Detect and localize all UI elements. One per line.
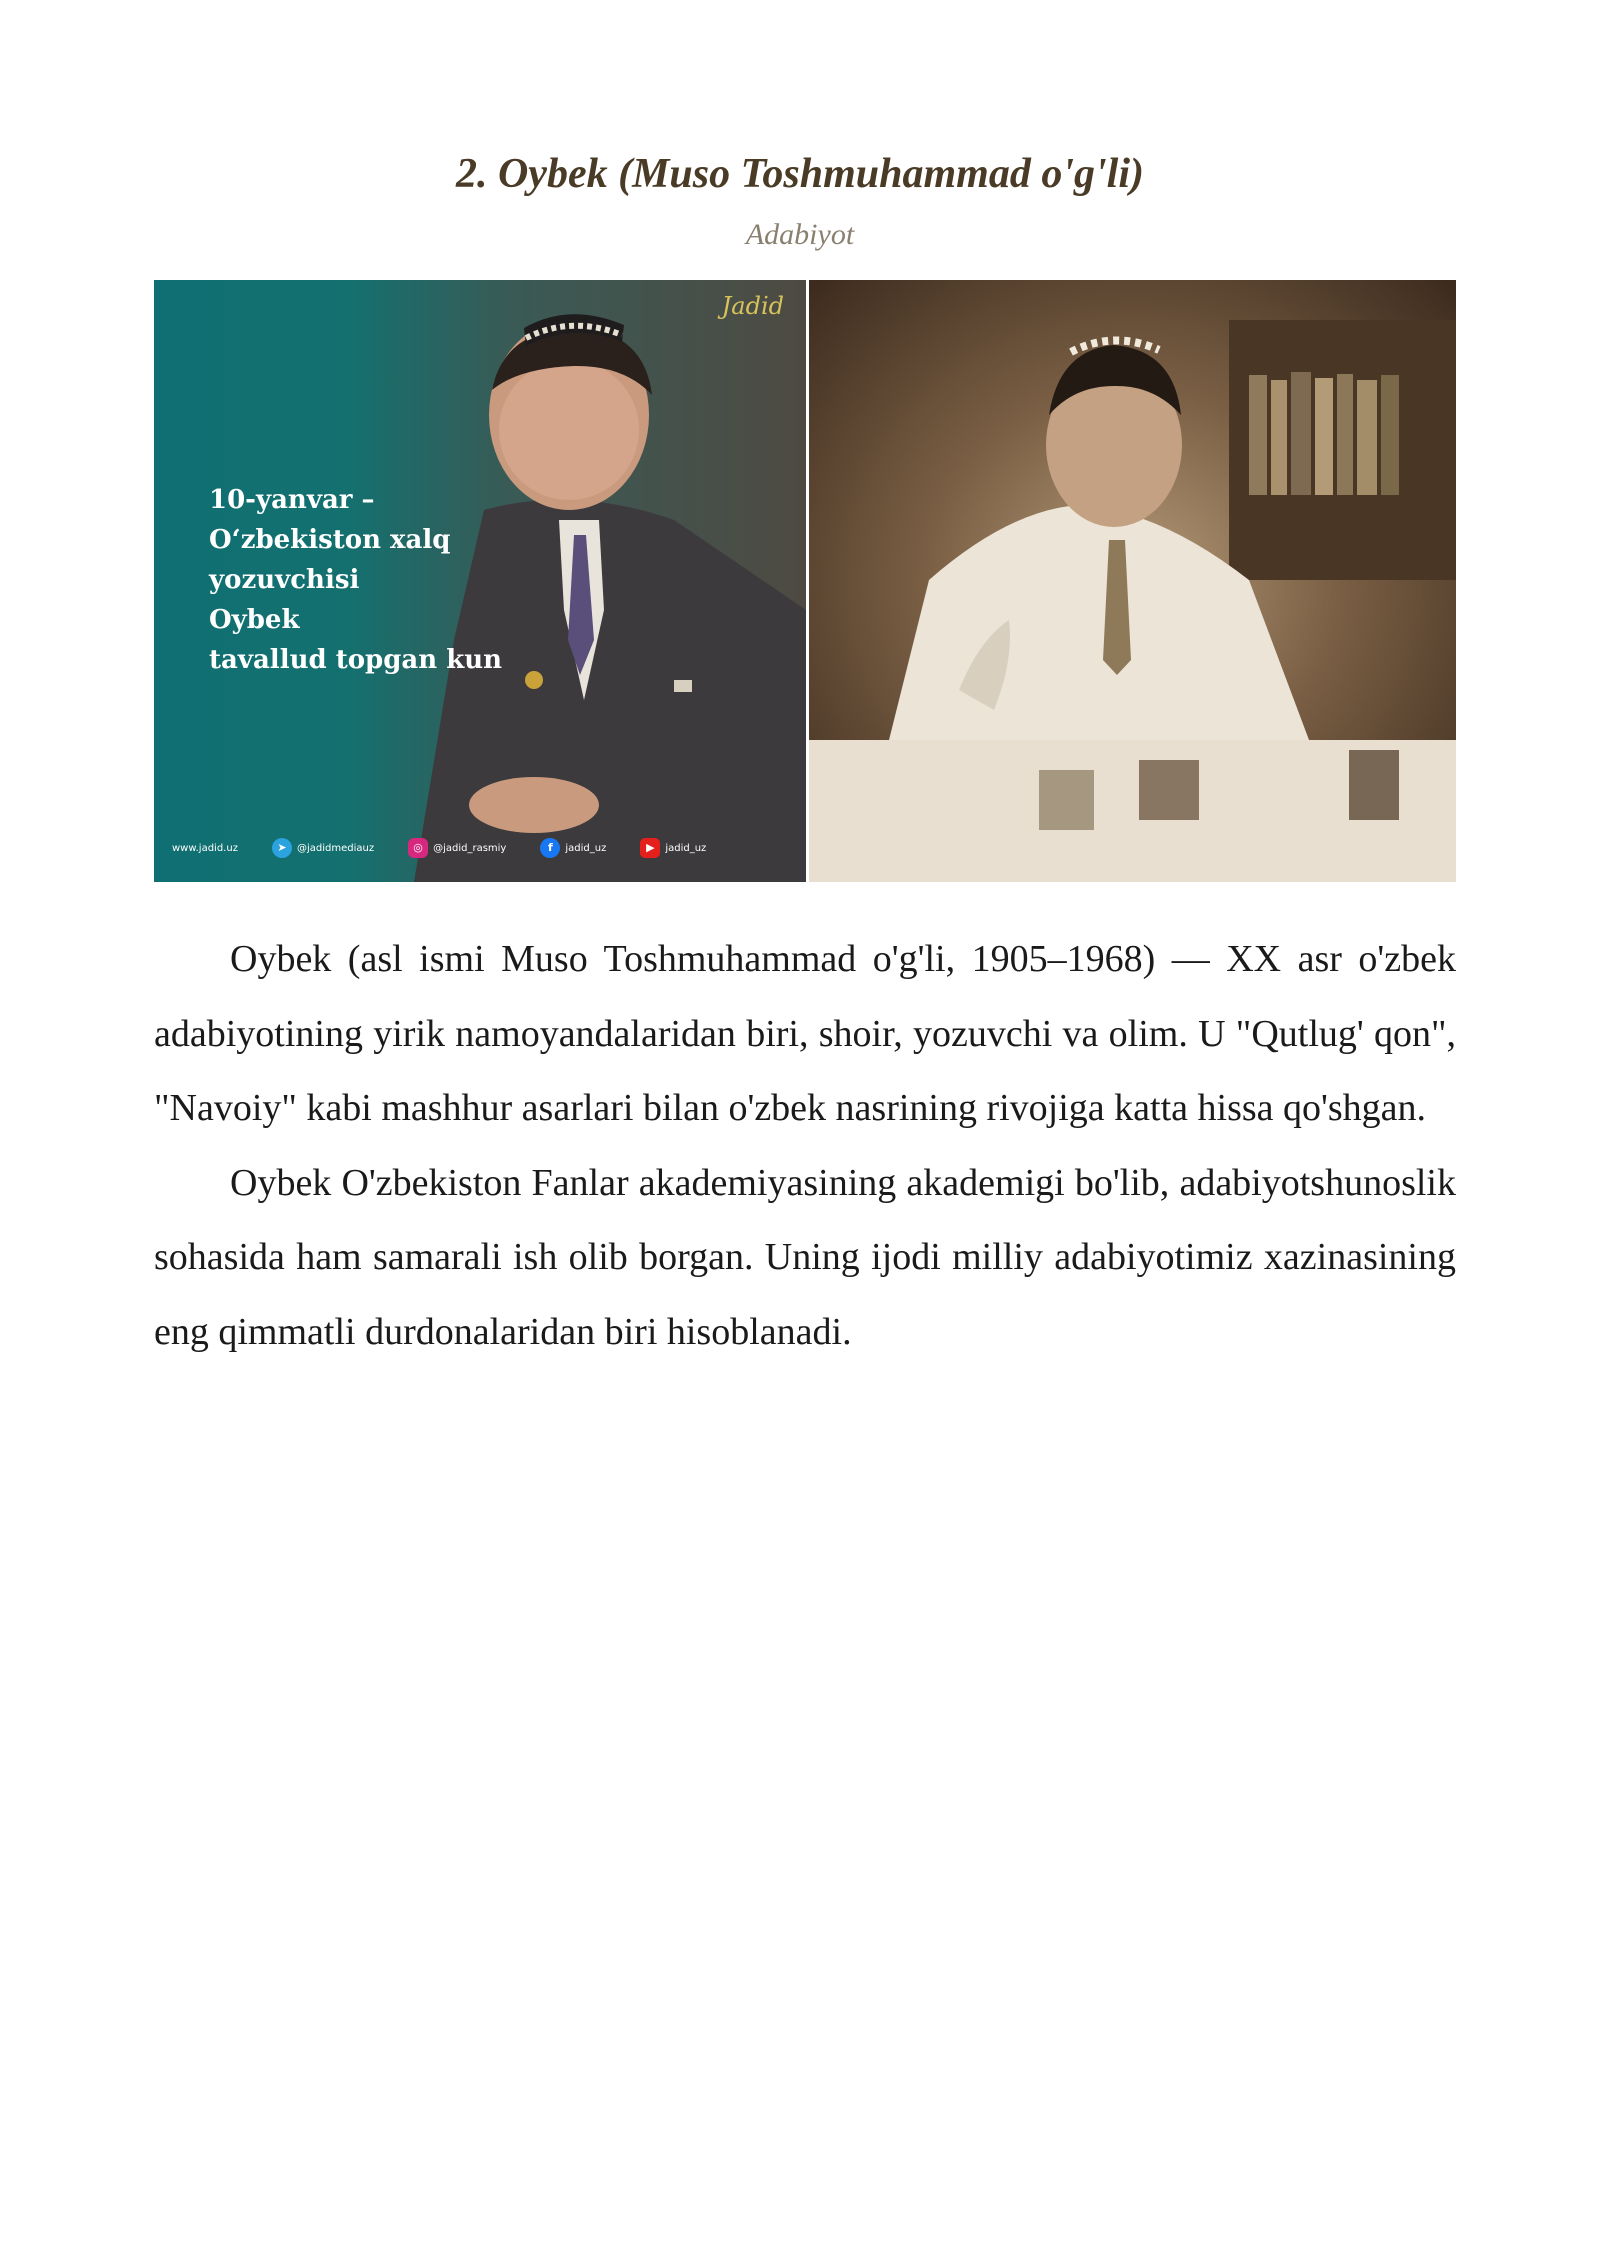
poster-caption-line: 10-yanvar –: [209, 485, 375, 515]
poster-caption-line: O‘zbekiston xalq: [209, 525, 451, 555]
website-url: www.jadid.uz: [172, 842, 238, 854]
telegram-icon: ➤: [272, 838, 292, 858]
poster-caption: [209, 480, 502, 680]
instagram-link: [408, 838, 506, 858]
category-label: Adabiyot: [745, 218, 855, 251]
youtube-link: [640, 838, 706, 858]
social-links-bar: [172, 838, 792, 858]
website-link: [172, 843, 238, 854]
portrait-illustration-right: [809, 280, 1456, 882]
instagram-icon: ◎: [408, 838, 428, 858]
youtube-icon: ▶: [640, 838, 660, 858]
poster-caption-line: tavallud topgan kun: [209, 645, 503, 675]
jadid-logo: Jadid: [721, 292, 784, 320]
poster-caption-line: Oybek: [209, 605, 300, 635]
poster-caption-line: yozuvchisi: [209, 565, 360, 595]
instagram-handle: @jadid_rasmiy: [433, 842, 507, 854]
youtube-handle: jadid_uz: [665, 842, 707, 854]
telegram-handle: @jadidmediauz: [296, 842, 375, 854]
archival-photo: [809, 280, 1456, 882]
facebook-icon: f: [540, 838, 560, 858]
article-body: [154, 922, 1456, 1369]
telegram-link: [272, 838, 374, 858]
article-image: [154, 280, 1456, 882]
facebook-handle: jadid_uz: [565, 842, 607, 854]
commemorative-poster: [154, 280, 806, 882]
paragraph: Oybek O'zbekiston Fanlar akademiyasining akademigi bo'lib, adabiyotshunoslik sohasida ham samarali ish olib borgan. Uning ijodi milliy adabiyotimiz xazinasining eng qimmatli durdonalaridan biri hisoblanadi.: [154, 1161, 1456, 1353]
facebook-link: [540, 838, 606, 858]
page-title: 2. Oybek (Muso Toshmuhammad o'g'li): [455, 151, 1145, 197]
paragraph: Oybek (asl ismi Muso Toshmuhammad o'g'li, 1905–1968) — XX asr o'zbek adabiyotining yirik namoyandalaridan biri, shoir, yozuvchi va olim. U "Qutlug' qon", "Navoiy" kabi mashhur asarlari bilan o'zbek nasrining rivojiga katta hissa qo'shgan.: [154, 938, 1456, 1129]
